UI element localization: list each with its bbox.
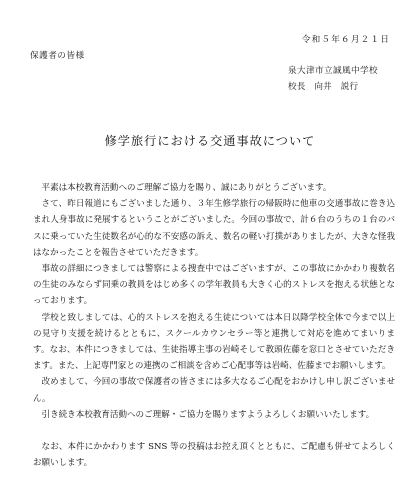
- sender-block: [288, 63, 378, 95]
- school-name: 泉大津市立誠風中学校: [288, 66, 378, 76]
- paragraph-greeting: 平素は本校教育活動へのご理解ご協力を賜り、誠にありがとうございます。: [41, 183, 332, 193]
- paragraph-investigation: 事故の詳細につきましては警察による捜査中ではございますが、この事故にかかわり複数名の生徒のみならず同乗の教員をはじめ多くの学年教員も大きく心的ストレスを抱える状態となっております。: [33, 264, 395, 307]
- paragraph-apology: 改めまして、今回の事故で保護者の皆さまには多大なるご心配をおかけし申し訳ございません。: [33, 377, 395, 404]
- paragraph-closing: 引き続き本校教育活動へのご理解・ご協力を賜りますようよろしくお願いいたします。: [41, 409, 375, 420]
- paragraph-support: 学校と致しましては、心的ストレスを抱える生徒については本日以降学校全体で今まで以上の見守り支援を続けるとともに、スクールカウンセラー等と連携して対応を進めてまいります。なお、本件につきましては、生徒指導主事の岩崎そして教頭佐藤を窓口とさせていただきます。また、上記専門家との連携のご相談を含めご心配事等は岩崎、佐藤までお願いします。: [33, 312, 395, 372]
- letter-body: [33, 180, 395, 471]
- paragraph-incident: さて、昨日報道にもございました通り、３年生修学旅行の帰阪時に他車の交通事故に巻き込まれ人身事故に発展するということがございました。今回の事故で、計６台のうちの１台のバスに乗っていた生徒数名が心的な不安感の訴え、数名の軽い打撲がありましたが、大きな怪我はなかったことを報告させていただきます。: [33, 199, 395, 258]
- addressee: 保護者の皆様: [30, 51, 85, 61]
- letter-title: 修学旅行における交通事故について: [104, 134, 316, 148]
- paragraph-sns-note: なお、本件にかかわります SNS 等の投稿はお控え頂くとともに、ご配慮も併せてよろしくお願いします。: [33, 442, 395, 469]
- letter-date: 令和５年６月２１日: [301, 35, 390, 45]
- principal-name: 校長 向井 説行: [288, 82, 359, 92]
